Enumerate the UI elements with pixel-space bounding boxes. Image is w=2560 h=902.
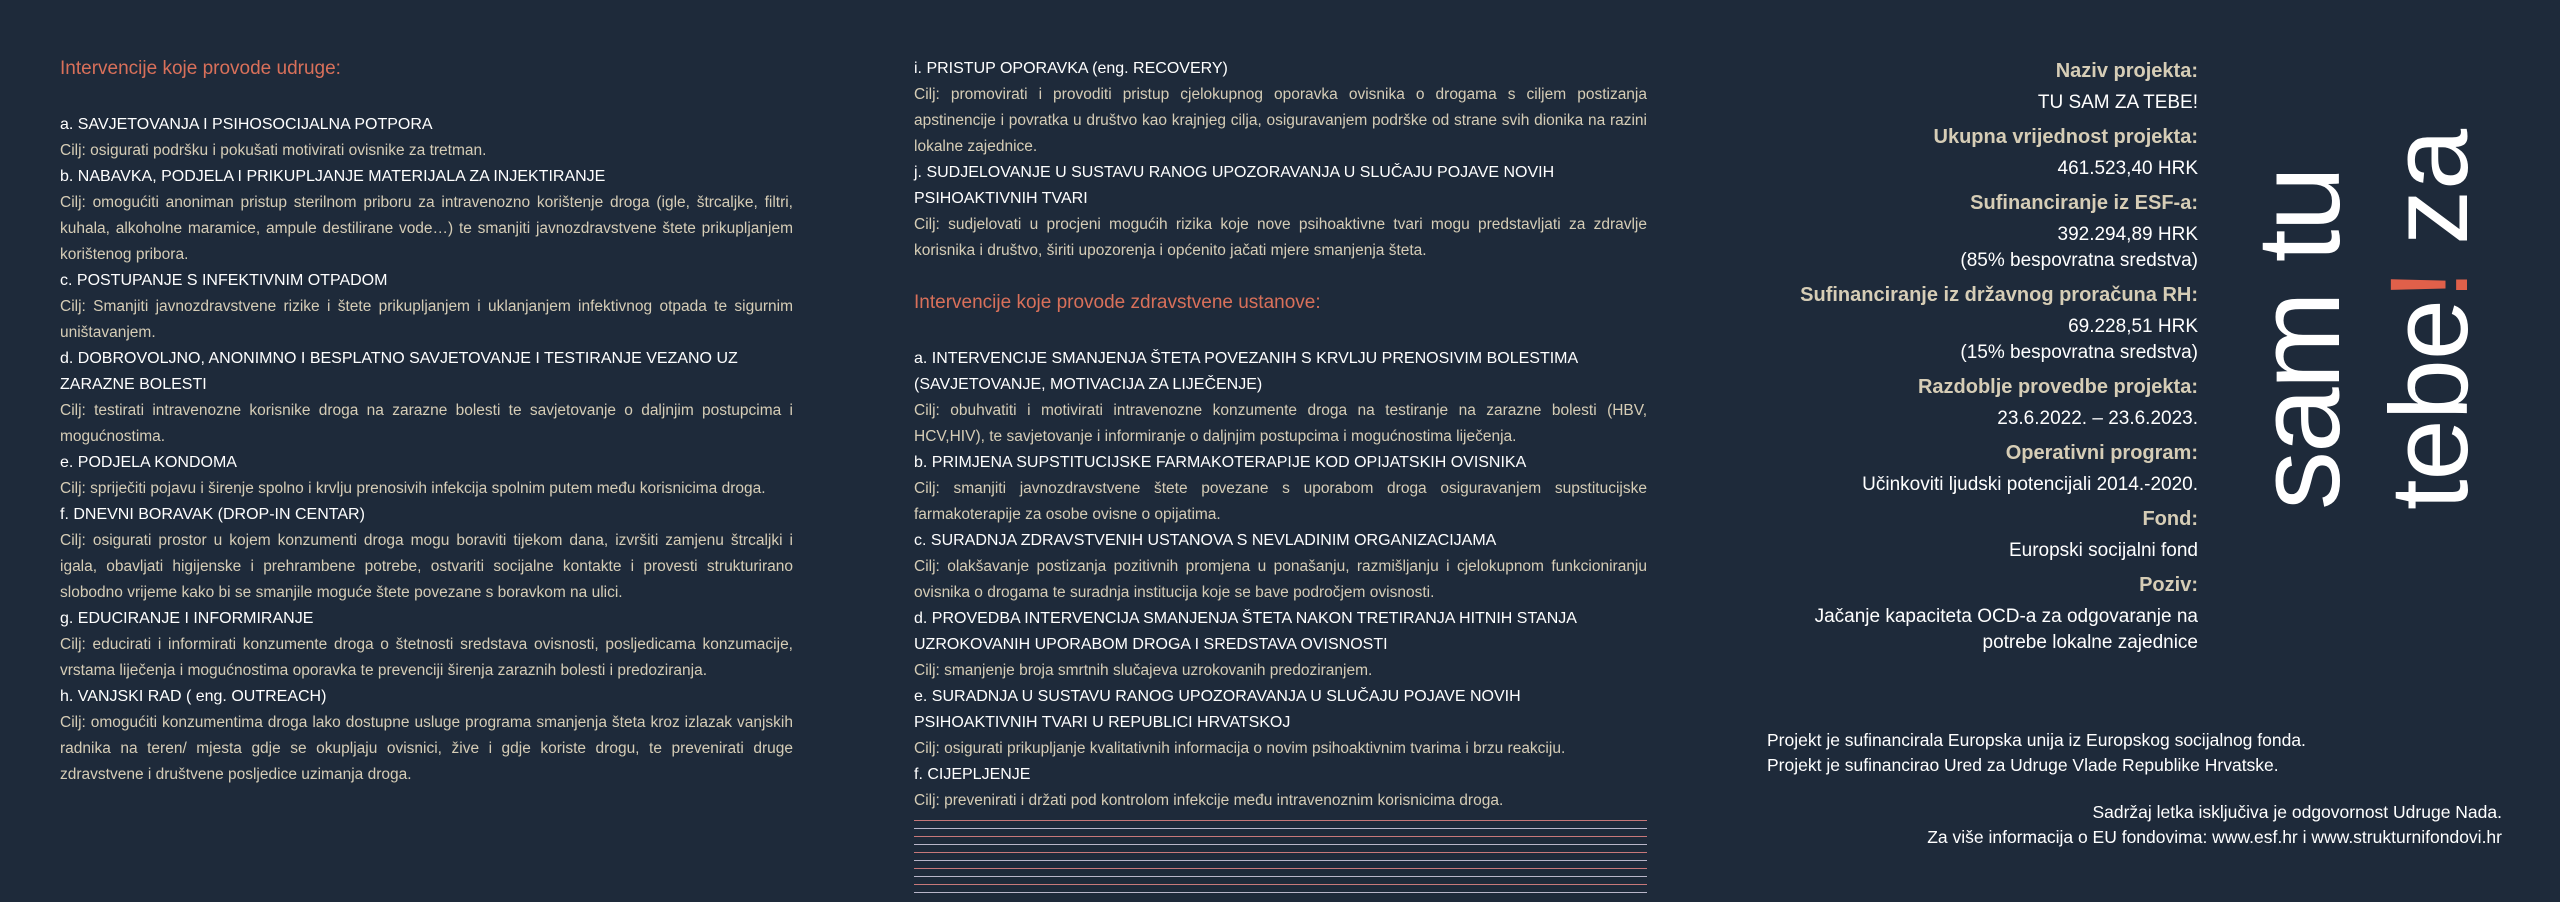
info-label: Sufinanciranje iz državnog proračuna RH: <box>1800 284 2198 306</box>
intervention-title: i. PRISTUP OPORAVKA (eng. RECOVERY) <box>914 60 1228 77</box>
intervention-title: e. PODJELA KONDOMA <box>60 454 237 471</box>
info-value: TU SAM ZA TEBE! <box>2037 92 2198 113</box>
info-label: Operativni program: <box>2005 442 2198 464</box>
intervention-description: Cilj: osigurati prostor u kojem konzumenti droga mogu boraviti tijekom dana, izvršiti zamjenu štrcaljki i igala, obavljati higijenske i prehrambene potrebe, ostvariti socijalne kontakte i provesti strukturirano slobodno vrijeme kako bi se smanjile moguće štete povezane s boravkom na ulici. <box>60 532 793 601</box>
info-value-note: (85% bespovratna sredstva) <box>1960 250 2198 271</box>
intervention-description: Cilj: obuhvatiti i motivirati intravenozne konzumente droga na testiranje na zarazne bolesti (HBV, HCV,HIV), te savjetovanje i informiranje o daljnjim postupcima i mogućnostima liječenja. <box>914 402 1647 445</box>
info-label: Fond: <box>2142 508 2198 530</box>
decorative-stripes <box>914 820 1647 902</box>
intervention-description: Cilj: spriječiti pojavu i širenje spolno i krvlju prenosivih infekcija spolnim putem među korisnicima droga. <box>60 480 766 497</box>
intervention-title: a. INTERVENCIJE SMANJENJA ŠTETA POVEZANIH S KRVLJU PRENOSIVIM BOLESTIMA (SAVJETOVANJE, MOTIVACIJA ZA LIJEČENJE) <box>914 350 1578 393</box>
logo-text-tebe-za <box>2368 270 2491 510</box>
health-institutions-list <box>914 346 1647 814</box>
info-value: Učinkoviti ljudski potencijali 2014.-2020. <box>1862 474 2198 495</box>
intervention-description: Cilj: smanjiti javnozdravstvene štete povezane s uporabom droga osiguravanjem supstitucijske farmakoterapije za osobe ovisne o opijatima. <box>914 480 1647 523</box>
info-value: 69.228,51 HRK <box>2068 316 2198 337</box>
info-value: 392.294,89 HRK <box>2057 224 2198 245</box>
info-label: Poziv: <box>2139 574 2198 596</box>
intervention-description: Cilj: prevenirati i držati pod kontrolom infekcije među intravenoznim korisnicima droga. <box>914 792 1504 809</box>
info-label: Ukupna vrijednost projekta: <box>1933 126 2198 148</box>
logo-text-sam-tu: sam tu <box>2233 167 2365 510</box>
section-heading-health-institutions: Intervencije koje provode zdravstvene ustanove: <box>914 292 1321 313</box>
intervention-title: d. DOBROVOLJNO, ANONIMNO I BESPLATNO SAVJETOVANJE I TESTIRANJE VEZANO UZ ZARAZNE BOLESTI <box>60 350 738 393</box>
intervention-description: Cilj: smanjenje broja smrtnih slučajeva uzrokovanih predoziranjem. <box>914 662 1373 679</box>
intervention-title: g. EDUCIRANJE I INFORMIRANJE <box>60 610 314 627</box>
intervention-title: a. SAVJETOVANJA I PSIHOSOCIJALNA POTPORA <box>60 116 433 133</box>
intervention-description: Cilj: Smanjiti javnozdravstvene rizike i štete prikupljanjem i uklanjanjem infektivnog otpada te sigurnim uništavanjem. <box>60 298 793 341</box>
intervention-title: e. SURADNJA U SUSTAVU RANOG UPOZORAVANJA U SLUČAJU POJAVE NOVIH PSIHOAKTIVNIH TVARI U REPUBLICI HRVATSKOJ <box>914 688 1521 731</box>
associations-list-continued <box>914 56 1647 264</box>
info-value: Jačanje kapaciteta OCD-a za odgovaranje na <box>1814 606 2198 627</box>
intervention-description: Cilj: olakšavanje postizanja pozitivnih promjena u ponašanju, razmišljanju i cjelokupnom funkcioniranju ovisnika o drogama te suradnja institucija koje se bave področjem ovisnosti. <box>914 558 1647 601</box>
info-label: Naziv projekta: <box>2055 60 2198 82</box>
info-value: Europski socijalni fond <box>2008 540 2198 561</box>
intervention-description: Cilj: osigurati podršku i pokušati motivirati ovisnike za tretman. <box>60 142 487 159</box>
intervention-title: d. PROVEDBA INTERVENCIJA SMANJENJA ŠTETA NAKON TRETIRANJA HITNIH STANJA UZROKOVANIH UPORABOM DROGA I SREDSTAVA OVISNOSTI <box>914 610 1577 653</box>
section-heading-associations: Intervencije koje provode udruge: <box>60 58 341 79</box>
intervention-description: Cilj: testirati intravenozne korisnike droga na zarazne bolesti te savjetovanje o daljnjim postupcima i mogućnostima. <box>60 402 793 445</box>
footer-more-info: Za više informacija o EU fondovima: www.esf.hr i www.strukturnifondovi.hr <box>1927 827 2502 847</box>
column-health-institutions <box>914 56 1647 814</box>
intervention-description: Cilj: omogućiti konzumentima droga lako dostupne usluge programa smanjenja šteta kroz izlazak vanjskih radnika na teren/ mjesta gdje se okupljaju ovisnici, žive i gdje koriste drogu, te prevenirati druge zdravstvene i društvene posljedice uzimanja droga. <box>60 714 793 783</box>
logo-word-tebe: tebe <box>2368 299 2491 510</box>
footer-office-cofinancing: Projekt je sufinancirao Ured za Udruge Vlade Republike Hrvatske. <box>1767 755 2279 775</box>
intervention-title: f. DNEVNI BORAVAK (DROP-IN CENTAR) <box>60 506 365 523</box>
intervention-title: c. SURADNJA ZDRAVSTVENIH USTANOVA S NEVLADINIM ORGANIZACIJAMA <box>914 532 1497 549</box>
associations-list <box>60 112 793 788</box>
project-info-block <box>1740 56 2198 656</box>
intervention-title: j. SUDJELOVANJE U SUSTAVU RANOG UPOZORAVANJA U SLUČAJU POJAVE NOVIH PSIHOAKTIVNIH TVARI <box>914 164 1555 207</box>
column-associations <box>60 56 793 788</box>
footer <box>1767 728 2502 850</box>
info-value: 461.523,40 HRK <box>2057 158 2198 179</box>
intervention-description: Cilj: omogućiti anoniman pristup sterilnom priboru za intravenozno korištenje droga (igle, štrcaljke, filtri, kuhala, alkoholne maramice, ampule destilirane vode…) te smanjiti javnozdravstvene štete prikupljanjem korištenog pribora. <box>60 194 793 263</box>
intervention-description: Cilj: educirati i informirati konzumente droga o štetnosti sredstava ovisnosti, posljedicama konzumacije, vrstama liječenja i mogućnostima oporavka te prevenciji širenja zaraznih bolesti i predoziranja. <box>60 636 793 679</box>
info-value-note: potrebe lokalne zajednice <box>1982 632 2198 653</box>
intervention-title: b. NABAVKA, PODJELA I PRIKUPLJANJE MATERIJALA ZA INJEKTIRANJE <box>60 168 606 185</box>
intervention-description: Cilj: promovirati i provoditi pristup cjelokupnog oporavka ovisnika o drogama s ciljem postizanja apstinencije i povratka u društvo kao krajnjeg cilja, osiguravanjem podrške od strane svih dionika na razini lokalne zajednice. <box>914 86 1647 155</box>
intervention-description: Cilj: osigurati prikupljanje kvalitativnih informacija o novim psihoaktivnim tvarima i brzu reakciju. <box>914 740 1566 757</box>
intervention-title: c. POSTUPANJE S INFEKTIVNIM OTPADOM <box>60 272 388 289</box>
info-label: Razdoblje provedbe projekta: <box>1917 376 2198 398</box>
intervention-title: f. CIJEPLJENJE <box>914 766 1031 783</box>
intervention-description: Cilj: sudjelovati u procjeni mogućih rizika koje nove psihoaktivne tvari mogu predstavljati za zdravlje korisnika i društvo, širiti upozorenja i općenito jačati mjere smanjenja šteta. <box>914 216 1647 259</box>
intervention-title: b. PRIMJENA SUPSTITUCIJSKE FARMAKOTERAPIJE KOD OPIJATSKIH OVISNIKA <box>914 454 1527 471</box>
info-label: Sufinanciranje iz ESF-a: <box>1970 192 2198 214</box>
intervention-title: h. VANJSKI RAD ( eng. OUTREACH) <box>60 688 327 705</box>
logo-exclamation: ! <box>2368 270 2491 300</box>
info-value-note: (15% bespovratna sredstva) <box>1960 342 2198 363</box>
footer-disclaimer: Sadržaj letka isključiva je odgovornost Udruge Nada. <box>2092 802 2502 822</box>
logo-word-za: za <box>2368 128 2491 245</box>
info-value: 23.6.2022. – 23.6.2023. <box>1997 408 2198 429</box>
footer-eu-cofinancing: Projekt je sufinancirala Europska unija iz Europskog socijalnog fonda. <box>1767 730 2306 750</box>
